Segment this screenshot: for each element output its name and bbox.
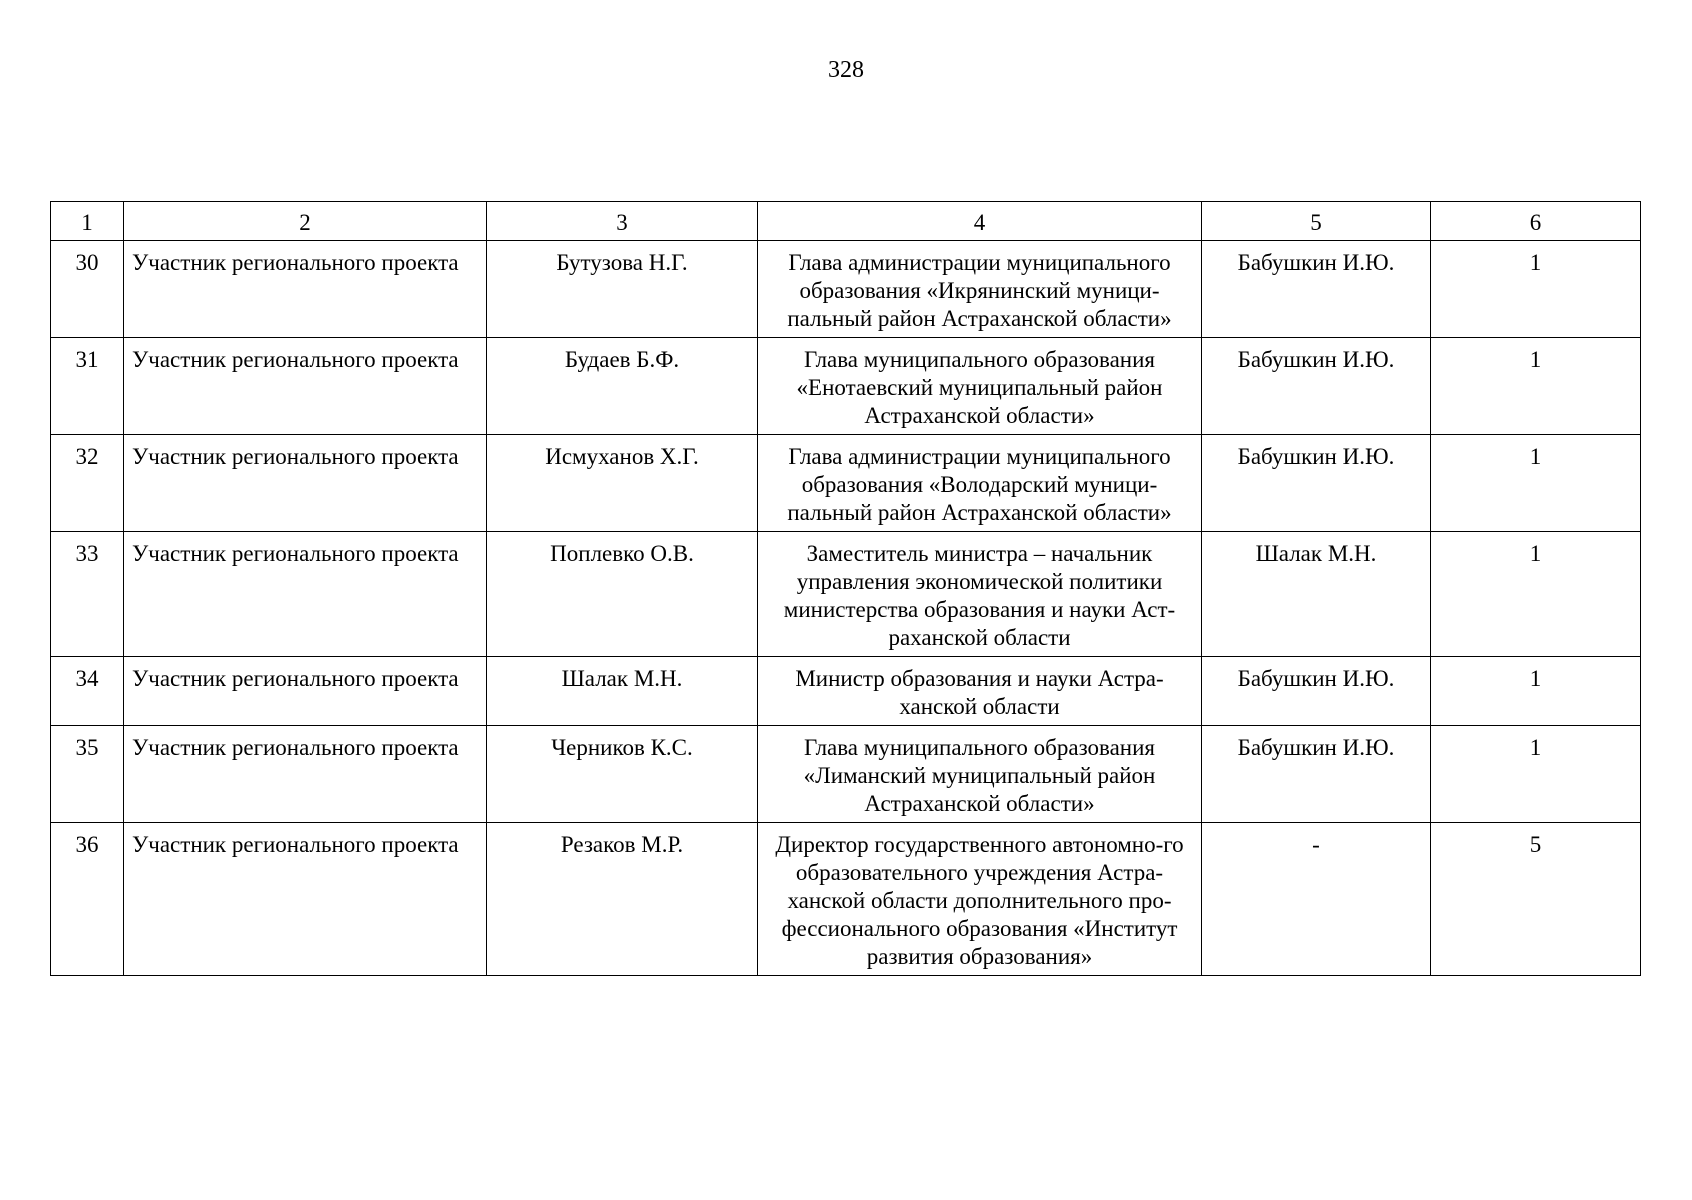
row-number-cell: 34 xyxy=(51,657,124,726)
load-cell: 5 xyxy=(1431,823,1641,976)
row-number-cell: 35 xyxy=(51,726,124,823)
table-row xyxy=(51,241,1641,338)
header-cell-4: 4 xyxy=(758,202,1202,241)
name-cell: Исмуханов Х.Г. xyxy=(487,435,758,532)
role-cell: Участник регионального проекта xyxy=(124,338,487,435)
role-cell: Участник регионального проекта xyxy=(124,823,487,976)
position-cell: Глава администрации муниципального образования «Икрянинский муници-пальный район Астраханской области» xyxy=(758,241,1202,338)
name-cell: Будаев Б.Ф. xyxy=(487,338,758,435)
row-number-cell: 30 xyxy=(51,241,124,338)
supervisor-cell: Бабушкин И.Ю. xyxy=(1202,657,1431,726)
table-row xyxy=(51,657,1641,726)
position-cell: Глава муниципального образования «Лиманский муниципальный район Астраханской области» xyxy=(758,726,1202,823)
table-row xyxy=(51,532,1641,657)
header-cell-3: 3 xyxy=(487,202,758,241)
name-cell: Бутузова Н.Г. xyxy=(487,241,758,338)
load-cell: 1 xyxy=(1431,435,1641,532)
table-row xyxy=(51,823,1641,976)
supervisor-cell: - xyxy=(1202,823,1431,976)
position-cell: Министр образования и науки Астра-ханской области xyxy=(758,657,1202,726)
name-cell: Резаков М.Р. xyxy=(487,823,758,976)
name-cell: Шалак М.Н. xyxy=(487,657,758,726)
supervisor-cell: Бабушкин И.Ю. xyxy=(1202,435,1431,532)
name-cell: Черников К.С. xyxy=(487,726,758,823)
table-row xyxy=(51,338,1641,435)
header-cell-6: 6 xyxy=(1431,202,1641,241)
row-number-cell: 31 xyxy=(51,338,124,435)
position-cell: Глава муниципального образования «Енотаевский муниципальный район Астраханской области» xyxy=(758,338,1202,435)
load-cell: 1 xyxy=(1431,241,1641,338)
table-header xyxy=(51,202,1641,241)
role-cell: Участник регионального проекта xyxy=(124,241,487,338)
name-cell: Поплевко О.В. xyxy=(487,532,758,657)
table-row xyxy=(51,435,1641,532)
header-cell-2: 2 xyxy=(124,202,487,241)
position-cell: Глава администрации муниципального образования «Володарский муници-пальный район Астраханской области» xyxy=(758,435,1202,532)
role-cell: Участник регионального проекта xyxy=(124,435,487,532)
supervisor-cell: Бабушкин И.Ю. xyxy=(1202,338,1431,435)
table-body xyxy=(51,241,1641,976)
role-cell: Участник регионального проекта xyxy=(124,726,487,823)
load-cell: 1 xyxy=(1431,338,1641,435)
row-number-cell: 33 xyxy=(51,532,124,657)
header-row xyxy=(51,202,1641,241)
load-cell: 1 xyxy=(1431,726,1641,823)
role-cell: Участник регионального проекта xyxy=(124,532,487,657)
supervisor-cell: Бабушкин И.Ю. xyxy=(1202,241,1431,338)
page-number: 328 xyxy=(828,57,864,83)
header-cell-5: 5 xyxy=(1202,202,1431,241)
row-number-cell: 32 xyxy=(51,435,124,532)
supervisor-cell: Бабушкин И.Ю. xyxy=(1202,726,1431,823)
row-number-cell: 36 xyxy=(51,823,124,976)
load-cell: 1 xyxy=(1431,657,1641,726)
load-cell: 1 xyxy=(1431,532,1641,657)
participants-table xyxy=(50,201,1641,976)
supervisor-cell: Шалак М.Н. xyxy=(1202,532,1431,657)
position-cell: Заместитель министра – начальник управления экономической политики министерства образования и науки Аст-раханской области xyxy=(758,532,1202,657)
position-cell: Директор государственного автономно-го образовательного учреждения Астра-ханской области дополнительного про-фессионального образования «Институт развития образования» xyxy=(758,823,1202,976)
table-row xyxy=(51,726,1641,823)
header-cell-1: 1 xyxy=(51,202,124,241)
role-cell: Участник регионального проекта xyxy=(124,657,487,726)
